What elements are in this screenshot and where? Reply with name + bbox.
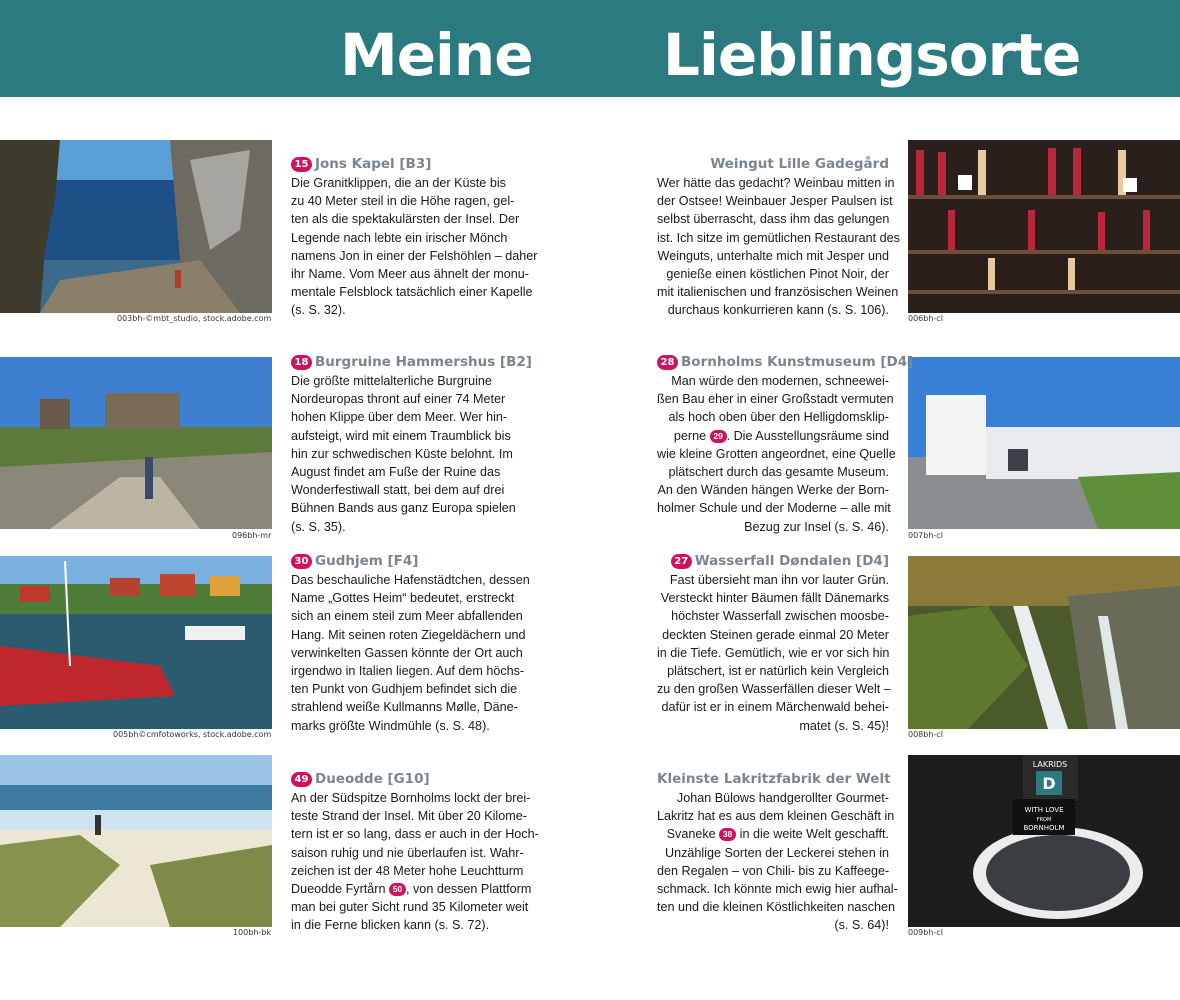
entry-body — [657, 571, 889, 735]
photo-weingut — [908, 140, 1180, 313]
photo-jons-kapel — [0, 140, 272, 313]
body-line: ten als die spektakulärsten der Insel. Der — [291, 212, 520, 227]
body-line: teste Strand der Insel. Mit über 20 Kilome- — [291, 809, 527, 824]
body-line: ten Punkt von Gudhjem befindet sich die — [291, 682, 518, 697]
location-number-badge: 28 — [657, 355, 678, 370]
sign-line-1: WITH LOVE — [1024, 806, 1064, 814]
body-line: (s. S. 35). — [291, 519, 346, 534]
body-line: zu den großen Wasserfällen dieser Welt – — [657, 682, 891, 697]
jar-label: LAKRIDS — [1032, 760, 1068, 769]
body-line: plätschert durch das gesamte Museum. — [668, 465, 889, 480]
body-line: Die Granitklippen, die an der Küste bis — [291, 176, 506, 190]
entry-title-text: Bornholms Kunstmuseum [D4] — [681, 354, 914, 370]
sign-line-3: BORNHOLM — [1023, 824, 1065, 832]
entry-wasserfall — [657, 552, 889, 735]
jar-letter: D — [1042, 774, 1056, 793]
sign-line-2: FROM — [1036, 817, 1052, 823]
entry-kunstmuseum — [657, 353, 914, 536]
entry-title-text: Wasserfall Døndalen [D4] — [694, 553, 889, 569]
entry-title — [291, 770, 523, 788]
body-line: holmer Schule und der Moderne – alle mit — [657, 501, 891, 516]
body-line: mit italienischen und französischen Weinen — [657, 285, 899, 300]
body-line: August findet am Fuße der Ruine das — [291, 465, 501, 480]
body-line: (s. S. 64)! — [834, 918, 889, 933]
body-line: höchster Wasserfall zwischen moosbe- — [671, 609, 889, 624]
location-number-badge: 30 — [291, 554, 312, 569]
photo-lakritz — [908, 755, 1180, 927]
body-line: ßen Bau eher in einer Großstadt vermuten — [657, 392, 894, 407]
location-number-badge: 49 — [291, 772, 312, 787]
body-line: hohen Klippe über dem Meer. Wer hin- — [291, 410, 508, 425]
entry-body — [657, 174, 900, 320]
body-line: ten und die kleinen Köstlichkeiten naschen — [657, 900, 896, 915]
entry-title — [657, 353, 914, 371]
body-line: hin zur schwedischen Küste belohnt. Im — [291, 446, 513, 461]
body-line: genieße einen köstlichen Pinot Noir, der — [666, 267, 889, 282]
entry-title — [291, 353, 532, 371]
body-line: verwinkelten Gassen könnte der Ort auch — [291, 645, 523, 660]
body-line: in die Ferne blicken kann (s. S. 72). — [291, 918, 490, 933]
entry-body — [291, 174, 538, 320]
entry-lakritz — [657, 770, 898, 935]
entry-title-text: Dueodde [G10] — [315, 771, 430, 787]
body-line: wie kleine Grotten angeordnet, eine Quelle — [657, 446, 896, 461]
body-line: ihr Name. Vom Meer aus ähnelt der monu- — [291, 267, 529, 282]
map-reference-badge: 29 — [710, 430, 727, 443]
body-line: der Ostsee! Weinbauer Jesper Paulsen ist — [657, 194, 893, 209]
header-title-word-1: Meine — [340, 21, 533, 89]
body-line: Svaneke 38 in die weite Welt geschafft. — [666, 827, 889, 842]
body-line: Das beschauliche Hafenstädtchen, dessen — [291, 573, 530, 587]
photo-wasserfall — [908, 556, 1180, 729]
body-line: zu 40 Meter steil in die Höhe ragen, gel- — [291, 194, 515, 209]
photo-credit: 096bh-mr — [232, 531, 272, 540]
body-line: Wer hätte das gedacht? Weinbau mitten in — [657, 176, 895, 190]
entry-jons-kapel — [291, 155, 538, 320]
body-line: perne 29 . Die Ausstellungsräume sind — [673, 428, 889, 443]
entry-body — [657, 789, 898, 935]
entry-weingut — [657, 155, 900, 320]
map-reference-badge: 38 — [719, 828, 736, 841]
entry-title — [291, 155, 523, 173]
body-line: Nordeuropas thront auf einer 74 Meter — [291, 392, 506, 407]
body-line: zeichen ist der 48 Meter hohe Leuchtturm — [291, 863, 524, 878]
body-line: man bei guter Sicht rund 35 Kilometer weit — [291, 900, 529, 915]
page-header — [0, 0, 1180, 97]
body-line: saison ruhig und nie überlaufen ist. Wahr- — [291, 845, 524, 860]
body-line: tern ist er so lang, dass er auch in der Hoch- — [291, 827, 539, 842]
body-line: mentale Felsblock tatsächlich einer Kapelle — [291, 285, 533, 300]
body-line: Fast übersieht man ihn vor lauter Grün. — [669, 573, 889, 587]
photo-credit: 007bh-cl — [908, 531, 943, 540]
body-line: ist. Ich sitze im gemütlichen Restaurant des — [657, 230, 900, 245]
body-line: marks größte Windmühle (s. S. 48). — [291, 718, 490, 733]
location-number-badge: 15 — [291, 157, 312, 172]
entry-title — [657, 552, 889, 570]
body-line: Lakritz hat es aus dem kleinen Geschäft in — [657, 809, 895, 824]
photo-credit: 100bh-bk — [233, 928, 272, 937]
entry-hammershus — [291, 353, 532, 536]
body-line: durchaus konkurrieren kann (s. S. 106). — [667, 303, 889, 318]
body-line: Johan Bülows handgerollter Gourmet- — [676, 791, 889, 805]
photo-gudhjem — [0, 556, 272, 729]
body-line: Bühnen Bands aus ganz Europa spielen — [291, 501, 516, 516]
entry-body — [291, 789, 539, 935]
body-line: Bezug zur Insel (s. S. 46). — [744, 519, 889, 534]
entry-gudhjem — [291, 552, 530, 735]
photo-dueodde — [0, 755, 272, 927]
entry-title — [657, 155, 889, 173]
body-line: Versteckt hinter Bäumen fällt Dänemarks — [660, 591, 889, 606]
body-line: Name „Gottes Heim“ bedeutet, erstreckt — [291, 591, 515, 606]
body-line: Legende nach lebte ein irischer Mönch — [291, 230, 508, 245]
entry-body — [291, 372, 523, 536]
entry-dueodde — [291, 770, 539, 935]
body-line: dafür ist er in einem Märchenwald behei- — [661, 700, 889, 715]
photo-kunstmuseum — [908, 357, 1180, 529]
body-line: schmack. Ich könnte mich ewig hier aufhal- — [657, 882, 898, 897]
body-line: Man würde den modernen, schneewei- — [671, 374, 889, 388]
header-title-word-2: Lieblingsorte — [663, 21, 1081, 89]
entry-body — [291, 571, 530, 735]
photo-credit: 008bh-cl — [908, 730, 943, 739]
body-line: An den Wänden hängen Werke der Born- — [657, 483, 889, 498]
photo-credit: 005bh©cmfotoworks, stock.adobe.com — [113, 730, 272, 739]
body-line: Die größte mittelalterliche Burgruine — [291, 374, 492, 388]
entry-title — [657, 770, 889, 788]
body-line: deckten Steinen gerade einmal 20 Meter — [662, 627, 889, 642]
photo-hammershus — [0, 357, 272, 529]
entry-title-text: Weingut Lille Gadegård — [710, 156, 889, 172]
entry-title — [291, 552, 523, 570]
photo-credit: 009bh-cl — [908, 928, 943, 937]
location-number-badge: 27 — [671, 554, 692, 569]
body-line: den Regalen – von Chili- bis zu Kaffeege- — [657, 863, 890, 878]
body-line: selbst überrascht, dass ihm das gelungen — [657, 212, 890, 227]
photo-credit: 003bh-©mbt_studio, stock.adobe.com — [117, 314, 272, 323]
location-number-badge: 18 — [291, 355, 312, 370]
body-line: aufsteigt, wird mit einem Traumblick bis — [291, 428, 511, 443]
body-line: Dueodde Fyrtårn 50 , von dessen Plattform — [291, 882, 532, 897]
body-line: in die Tiefe. Gemütlich, wie er vor sich hin — [657, 645, 890, 660]
body-line: als hoch oben über den Helligdomsklip- — [668, 410, 889, 425]
entry-title-text: Gudhjem [F4] — [315, 553, 419, 569]
body-line: Unzählige Sorten der Leckerei stehen in — [664, 845, 889, 860]
body-line: Wonderfestiwall statt, bei dem auf drei — [291, 483, 505, 498]
entry-title-text: Jons Kapel [B3] — [315, 156, 432, 172]
body-line: namens Jon in einer der Felshöhlen – daher — [291, 248, 538, 263]
body-line: Weinguts, unterhalte mich mit Jesper und — [657, 248, 889, 263]
body-line: strahlend weiße Kullmanns Mølle, Däne- — [291, 700, 518, 715]
body-line: matet (s. S. 45)! — [799, 718, 889, 733]
body-line: irgendwo in Italien liegen. Auf dem höchs- — [291, 664, 525, 679]
entry-title-text: Kleinste Lakritzfabrik der Welt — [657, 771, 891, 787]
entry-body — [657, 372, 896, 536]
body-line: plätschert, ist er natürlich kein Vergleich — [667, 664, 889, 679]
photo-credit: 006bh-cl — [908, 314, 943, 323]
body-line: An der Südspitze Bornholms lockt der brei- — [291, 791, 531, 805]
body-line: (s. S. 32). — [291, 303, 346, 318]
body-line: Hang. Mit seinen roten Ziegeldächern und — [291, 627, 526, 642]
map-reference-badge: 50 — [389, 883, 406, 896]
body-line: sich an einem steil zum Meer abfallenden — [291, 609, 523, 624]
entry-title-text: Burgruine Hammershus [B2] — [315, 354, 532, 370]
